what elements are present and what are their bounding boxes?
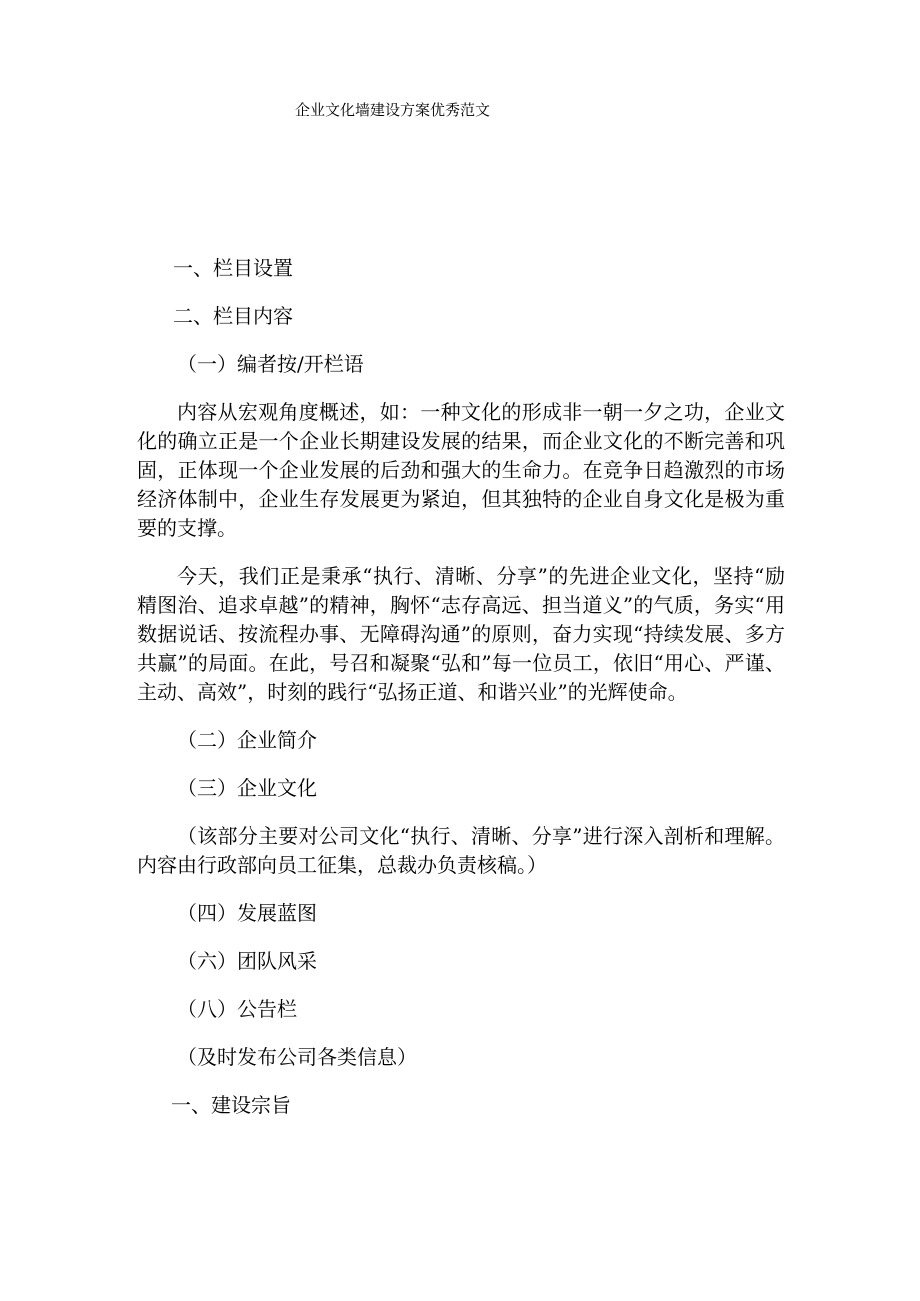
paragraph: 今天，我们正是秉承“执行、清晰、分享”的先进企业文化，坚持“励精图治、追求卓越”的精神，胸怀“志存高远、担当道义”的气质，务实“用数据说话、按流程办事、无障碍沟通”的原则，奋力实现“持续发展、多方共赢”的局面。在此，号召和凝聚“弘和”每一位员工，依旧“用心、严谨、主动、高效”，时刻的践行“弘扬正道、和谐兴业”的光辉使命。 [137, 564, 785, 704]
section-heading: 二、栏目内容 [173, 304, 293, 328]
subsection-heading: （八）公告栏 [177, 997, 297, 1021]
section-heading: 一、建设宗旨 [171, 1093, 291, 1117]
paragraph: 内容从宏观角度概述，如：一种文化的形成非一朝一夕之功，企业文化的确立正是一个企业长期建设发展的结果，而企业文化的不断完善和巩固，正体现一个企业发展的后劲和强大的生命力。在竞争日趋激烈的市场经济体制中，企业生存发展更为紧迫，但其独特的企业自身文化是极为重要的支撑。 [137, 400, 785, 540]
document-body [137, 254, 785, 1120]
subsection-heading: （四）发展蓝图 [177, 901, 317, 925]
subsection-heading: （二）企业简介 [177, 728, 317, 752]
paragraph: （该部分主要对公司文化“执行、清晰、分享”进行深入剖析和理解。内容由行政部向员工征集，总裁办负责核稿。） [137, 824, 785, 877]
subsection-heading: （三）企业文化 [177, 776, 317, 800]
section-heading: 一、栏目设置 [173, 256, 293, 280]
subsection-heading: （一）编者按/开栏语 [177, 352, 364, 376]
document-title: 企业文化墙建设方案优秀范文 [295, 101, 491, 119]
subsection-heading: （六）团队风采 [177, 949, 317, 973]
note-line: （及时发布公司各类信息） [177, 1045, 417, 1069]
